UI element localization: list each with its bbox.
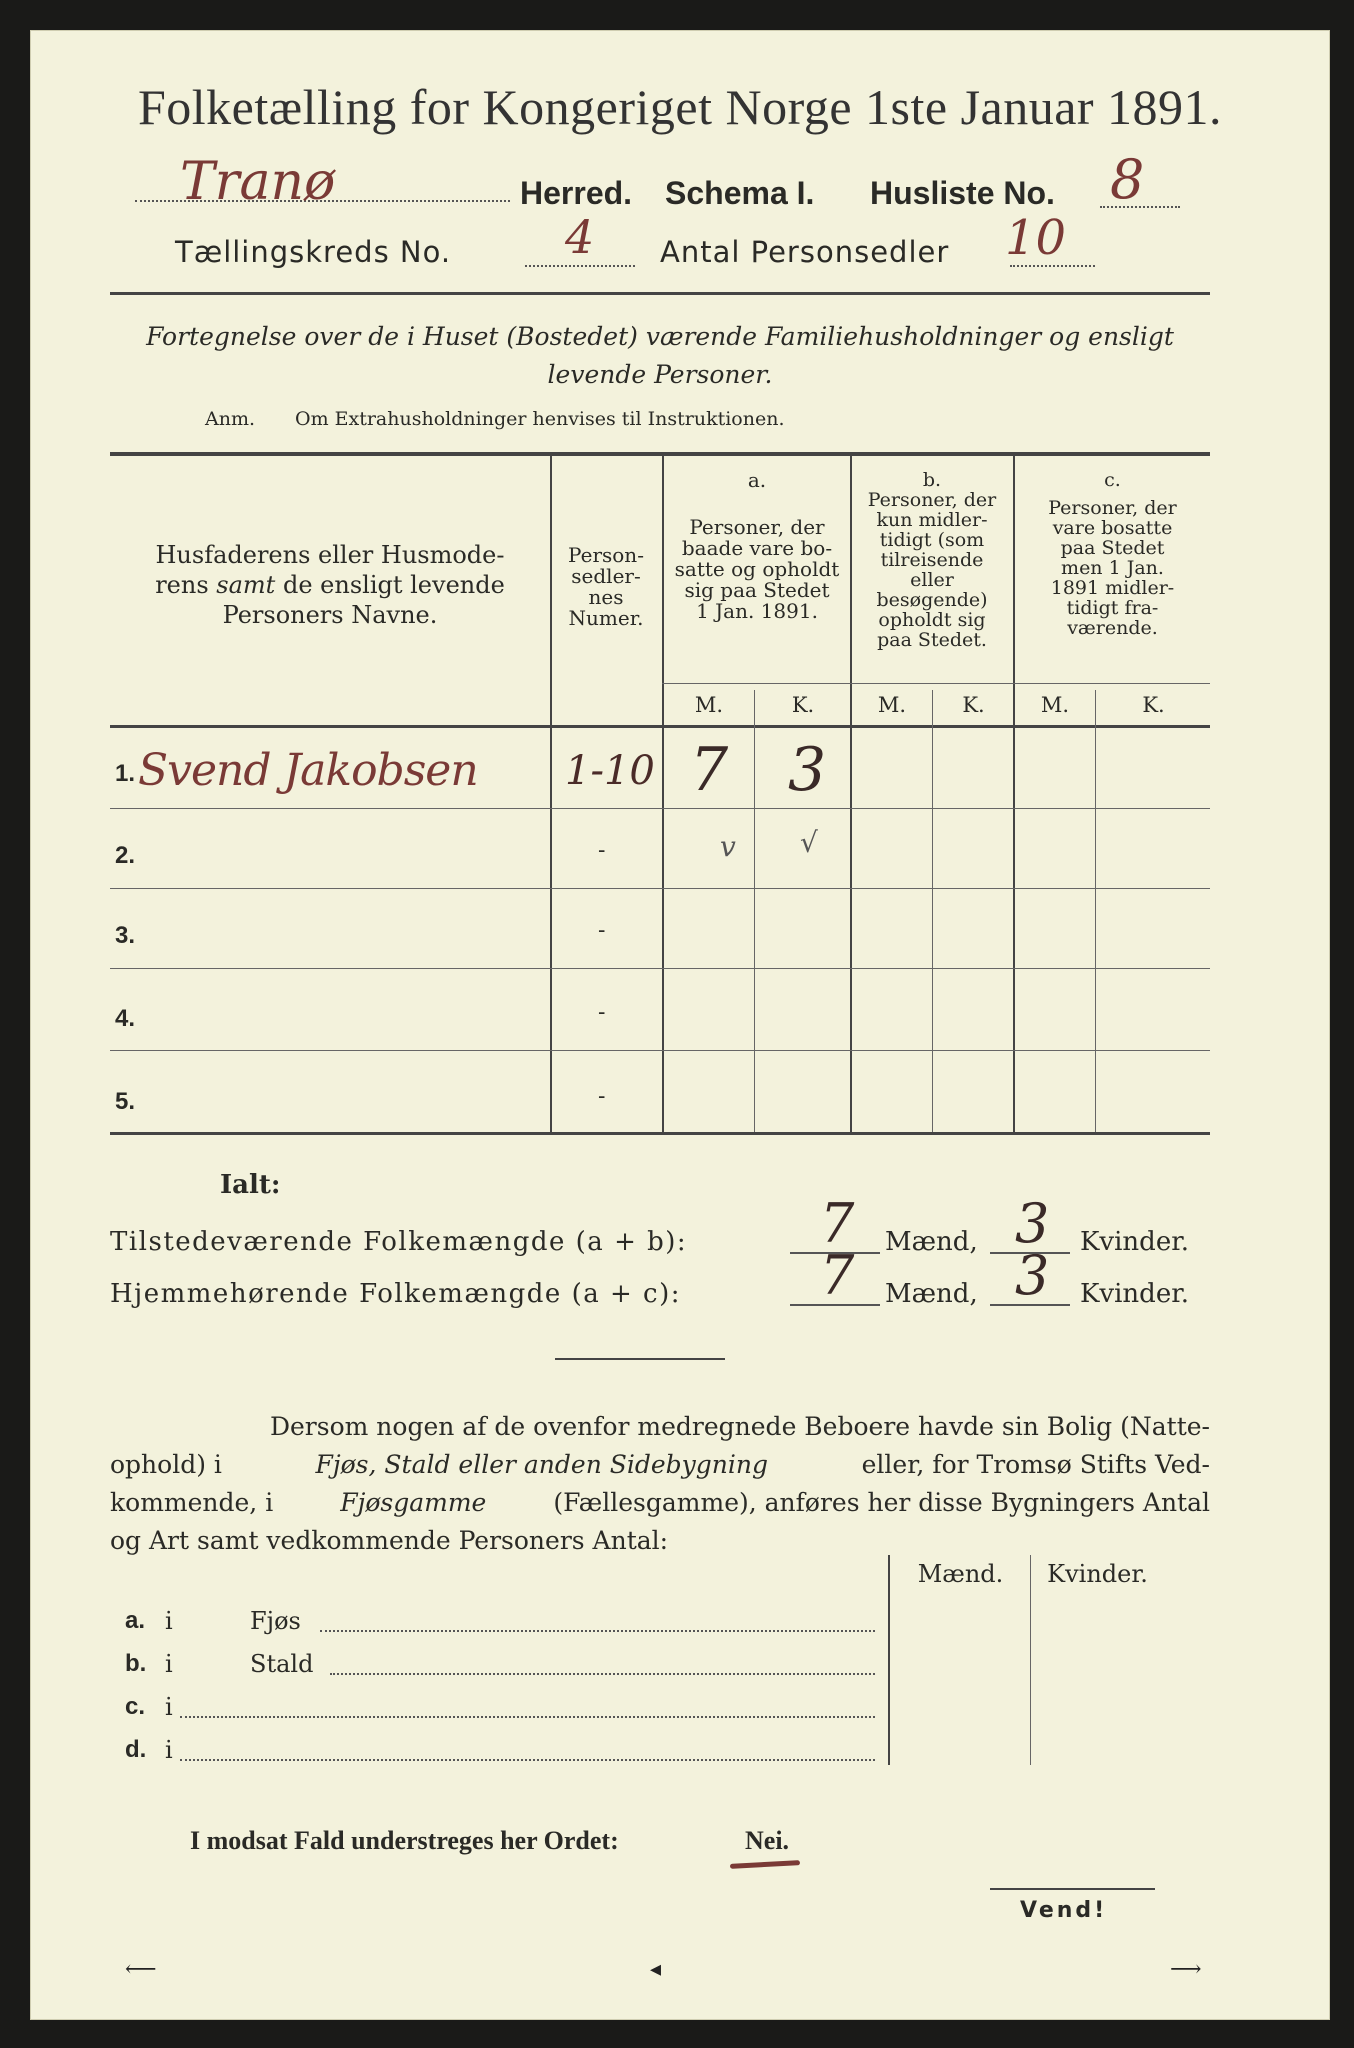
col-b-line3: tidigt (som bbox=[879, 529, 985, 551]
col-numer-line2: sedler- bbox=[571, 564, 641, 588]
para-line-2 bbox=[110, 1446, 1210, 1484]
punch-mark-icon: ⟵ bbox=[125, 1957, 157, 1982]
punch-mark-icon: ⟶ bbox=[1170, 1957, 1202, 1982]
hjemme-k-value: 3 bbox=[1015, 1244, 1050, 1307]
punch-mark-icon: ◂ bbox=[650, 1957, 662, 1982]
col-names-line1: Husfaderens eller Husmode- bbox=[155, 541, 505, 569]
col-numer-line1: Person- bbox=[568, 543, 644, 567]
col-a-line1: Personer, der bbox=[689, 515, 825, 539]
item-c-i: i bbox=[165, 1693, 173, 1721]
col-numer-line3: nes bbox=[588, 585, 624, 609]
col-b-line8: paa Stedet. bbox=[877, 629, 987, 651]
col-a-line2: baade vare bo- bbox=[681, 536, 833, 560]
col-a-line3: satte og opholdt bbox=[674, 557, 840, 581]
col-names-line3: Personers Navne. bbox=[222, 601, 438, 629]
row-4-number: 4. bbox=[115, 1005, 136, 1032]
section-divider bbox=[555, 1358, 725, 1360]
header-divider bbox=[110, 292, 1210, 295]
buildings-vline-2 bbox=[1030, 1555, 1031, 1765]
col-names-line2b: samt bbox=[216, 571, 276, 599]
item-b-letter: b. bbox=[125, 1650, 147, 1677]
row-5-numer: - bbox=[598, 1084, 606, 1109]
census-form-page bbox=[30, 30, 1330, 2020]
row-line-3 bbox=[110, 968, 1210, 969]
col-names-header bbox=[120, 540, 540, 630]
col-names-line2c: de ensligt levende bbox=[282, 571, 505, 599]
row-1-numer: 1-10 bbox=[565, 748, 655, 794]
ialt-label: Ialt: bbox=[220, 1170, 281, 1200]
row-2-number: 2. bbox=[115, 842, 136, 869]
tilstede-label: Tilstedeværende Folkemængde (a + b): bbox=[110, 1227, 688, 1257]
row-1-number: 1. bbox=[115, 760, 136, 787]
husliste-value: 8 bbox=[1110, 148, 1145, 211]
col-c-line3: paa Stedet bbox=[1060, 537, 1165, 559]
col-b-line6: besøgende) bbox=[876, 589, 988, 611]
col-a-letter: a. bbox=[747, 468, 767, 492]
item-b-label: Stald bbox=[250, 1650, 314, 1678]
hjemme-maend: Mænd, bbox=[885, 1279, 978, 1309]
buildings-maend-header: Mænd. bbox=[917, 1560, 1004, 1588]
row-1-a-k: 3 bbox=[788, 735, 827, 805]
vend-rule bbox=[990, 1888, 1155, 1890]
col-a-header bbox=[664, 470, 850, 622]
taellingskreds-value: 4 bbox=[565, 210, 595, 264]
col-b-line2: kun midler- bbox=[876, 509, 988, 531]
col-c-line4: men 1 Jan. bbox=[1061, 557, 1164, 579]
mk-subheader-rule bbox=[662, 683, 1210, 684]
nei-underline bbox=[730, 1860, 800, 1869]
col-c-line6: tidigt fra- bbox=[1066, 597, 1159, 619]
col-c-header bbox=[1015, 470, 1210, 638]
col-b-line1: Personer, der bbox=[867, 489, 997, 511]
table-header-rule bbox=[110, 725, 1210, 728]
a-k-label: K. bbox=[791, 693, 815, 717]
row-2-a-k-check: √ bbox=[800, 826, 818, 859]
herred-label: Herred. bbox=[520, 175, 633, 211]
tilstede-m-value: 7 bbox=[820, 1192, 855, 1255]
row-2-numer: - bbox=[598, 838, 606, 863]
nei-word: Nei. bbox=[745, 1826, 790, 1855]
col-a-line5: 1 Jan. 1891. bbox=[696, 599, 818, 623]
row-1-name: Svend Jakobsen bbox=[138, 745, 478, 796]
para-line-3 bbox=[110, 1484, 1210, 1522]
row-1-a-m: 7 bbox=[690, 735, 729, 805]
col-b-header bbox=[852, 470, 1012, 650]
col-b-letter: b. bbox=[922, 469, 942, 491]
buildings-paragraph bbox=[110, 1408, 1210, 1560]
col-names-line2a: rens bbox=[155, 571, 209, 599]
para-line-2a: ophold) i bbox=[110, 1450, 222, 1479]
c-m-label: M. bbox=[1040, 693, 1070, 717]
anm-text: Om Extrahusholdninger henvises til Instruktionen. bbox=[295, 408, 785, 430]
col-c-line2: vare bosatte bbox=[1052, 517, 1173, 539]
row-line-4 bbox=[110, 1050, 1210, 1051]
row-5-number: 5. bbox=[115, 1088, 136, 1115]
b-m-label: M. bbox=[877, 693, 907, 717]
table-vline-c-mk bbox=[1095, 690, 1096, 1132]
row-line-2 bbox=[110, 888, 1210, 889]
para-line-2b: Fjøs, Stald eller anden Sidebygning bbox=[315, 1450, 769, 1479]
item-c-dots bbox=[180, 1716, 875, 1718]
anm-label: Anm. bbox=[205, 408, 256, 430]
item-a-i: i bbox=[165, 1607, 173, 1635]
tilstede-maend: Mænd, bbox=[885, 1227, 978, 1257]
item-d-dots bbox=[180, 1759, 875, 1761]
col-c-line1: Personer, der bbox=[1048, 497, 1177, 519]
row-3-numer: - bbox=[598, 918, 606, 943]
personsedler-value: 10 bbox=[1005, 210, 1067, 266]
hjemme-m-value: 7 bbox=[820, 1244, 855, 1307]
col-names-line2 bbox=[120, 570, 540, 600]
herred-value: Tranø bbox=[180, 152, 336, 212]
para-line-3b: Fjøsgamme bbox=[340, 1488, 487, 1517]
col-a-line4: sig paa Stedet bbox=[684, 578, 830, 602]
intro-line-2: levende Personer. bbox=[547, 360, 773, 389]
form-title: Folketælling for Kongeriget Norge 1ste Januar 1891. bbox=[137, 79, 1223, 135]
row-line-1 bbox=[110, 808, 1210, 809]
table-top-rule bbox=[110, 452, 1210, 456]
col-c-line5: 1891 midler- bbox=[1050, 577, 1175, 599]
para-line-3a: kommende, i bbox=[110, 1488, 274, 1517]
item-c-letter: c. bbox=[125, 1693, 146, 1720]
schema-label: Schema I. bbox=[665, 175, 815, 211]
row-3-number: 3. bbox=[115, 922, 136, 949]
para-line-4: og Art samt vedkommende Personers Antal: bbox=[110, 1526, 669, 1555]
col-b-line5: eller bbox=[910, 569, 954, 591]
item-a-letter: a. bbox=[125, 1607, 146, 1634]
para-line-1: Dersom nogen af de ovenfor medregnede Beboere havde sin Bolig (Natte- bbox=[269, 1412, 1210, 1441]
buildings-vline-1 bbox=[888, 1555, 890, 1765]
hjemme-label: Hjemmehørende Folkemængde (a + c): bbox=[110, 1279, 681, 1309]
taellingskreds-field-line bbox=[525, 265, 635, 267]
a-m-label: M. bbox=[694, 693, 724, 717]
tilstede-kvinder: Kvinder. bbox=[1080, 1227, 1190, 1257]
b-k-label: K. bbox=[962, 693, 985, 717]
buildings-kvinder-header: Kvinder. bbox=[1047, 1560, 1148, 1588]
row-2-a-m-check: v bbox=[720, 830, 736, 863]
col-b-line7: opholdt sig bbox=[878, 609, 986, 631]
c-k-label: K. bbox=[1142, 693, 1165, 717]
col-c-letter: c. bbox=[1104, 469, 1121, 491]
hjemme-kvinder: Kvinder. bbox=[1080, 1279, 1190, 1309]
item-d-letter: d. bbox=[125, 1736, 147, 1763]
item-b-dots bbox=[330, 1673, 875, 1675]
nei-sentence: I modsat Fald understreges her Ordet: bbox=[190, 1826, 619, 1855]
table-vline-b-mk bbox=[932, 690, 933, 1132]
table-bottom-rule bbox=[110, 1132, 1210, 1135]
table-vline-a-mk bbox=[754, 690, 755, 1132]
vend-text: Vend! bbox=[1020, 1898, 1108, 1923]
col-b-line4: tilreisende bbox=[880, 549, 984, 571]
tilstede-k-value: 3 bbox=[1015, 1192, 1050, 1255]
col-numer-line4: Numer. bbox=[568, 606, 644, 630]
para-line-2c: eller, for Tromsø Stifts Ved- bbox=[861, 1450, 1210, 1479]
item-b-i: i bbox=[165, 1650, 173, 1678]
para-line-3c: (Fællesgamme), anføres her disse Bygningers Antal bbox=[553, 1488, 1210, 1517]
col-numer-header bbox=[552, 545, 660, 629]
row-4-numer: - bbox=[598, 1000, 606, 1025]
col-c-line7: værende. bbox=[1067, 617, 1158, 639]
taellingskreds-label: Tællingskreds No. bbox=[175, 235, 452, 269]
husliste-label: Husliste No. bbox=[870, 175, 1055, 211]
item-a-label: Fjøs bbox=[250, 1607, 301, 1635]
personsedler-label: Antal Personsedler bbox=[660, 235, 950, 269]
item-d-i: i bbox=[165, 1736, 173, 1764]
intro-line-1: Fortegnelse over de i Huset (Bostedet) værende Familiehusholdninger og ensligt bbox=[146, 322, 1174, 351]
item-a-dots bbox=[320, 1630, 875, 1632]
